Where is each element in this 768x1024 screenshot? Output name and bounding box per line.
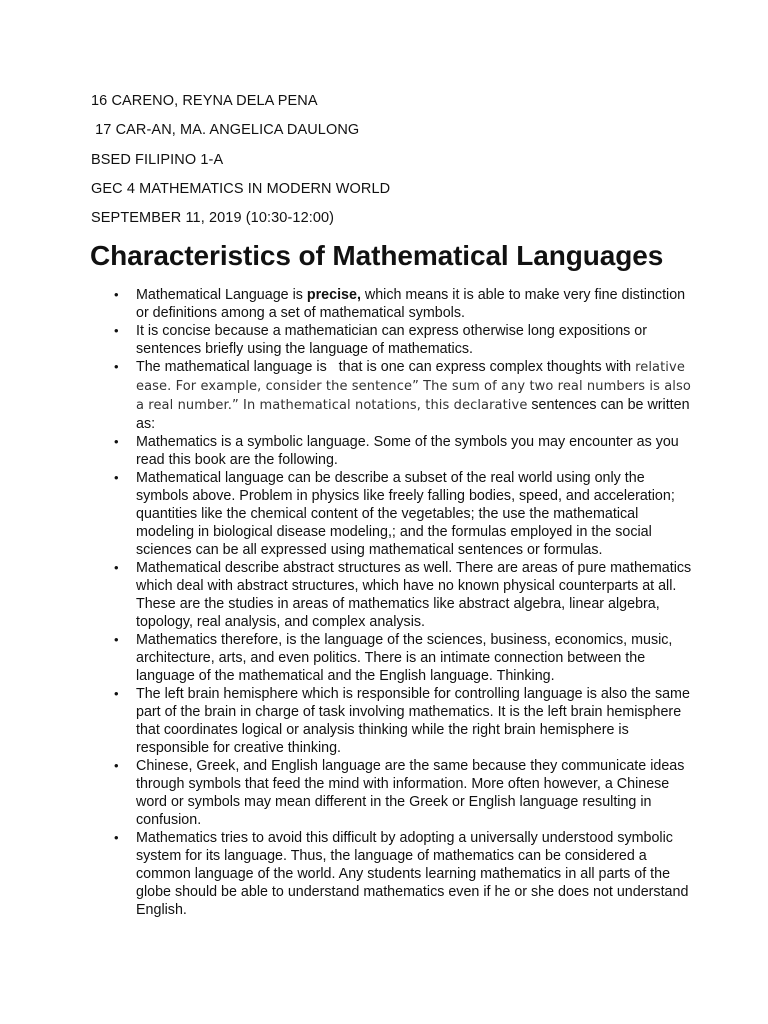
bullet-text: because a mathematician can express otherwise long expositions or sentences briefly using the language of mathematics. — [136, 323, 647, 357]
list-item — [114, 469, 696, 559]
list-item — [114, 322, 696, 358]
list-item — [114, 559, 696, 631]
bullet-icon: • — [114, 560, 119, 575]
page-title: Characteristics of Mathematical Languages — [90, 240, 664, 271]
bullet-icon: • — [114, 470, 119, 485]
bullet-pasted-text: relative ease. For example, consider the sentence” The sum of any two real numbers is also a real number.” In mathematical notations, this declarative — [136, 360, 691, 413]
bullet-icon: • — [114, 632, 119, 647]
list-item — [114, 358, 696, 433]
bullet-icon: • — [114, 830, 119, 845]
date-time: SEPTEMBER 11, 2019 (10:30-12:00) — [91, 210, 335, 226]
bullet-bold-text: precise, — [306, 287, 361, 303]
list-item — [114, 829, 696, 919]
bullet-icon: • — [114, 686, 119, 701]
bullet-text: Mathematical describe abstract structures as well. There are areas of pure mathematics which deal with abstract structures, which have no known physical counterparts at all. These are the studies in areas of mathematics like abstract algebra, linear algebra, topology, real analysis, and complex analysis. — [136, 560, 692, 630]
bullet-emphasis-text: concise — [162, 323, 211, 339]
bullet-text: Chinese, Greek, and English language are the same because they communicate ideas through symbols that feed the mind with information. More often however, a Chinese word or symbols may mean different in the Greek or English language resulting in confusion. — [136, 758, 685, 828]
course-section: BSED FILIPINO 1-A — [91, 152, 224, 168]
bullet-text: sentences can be written as: — [136, 397, 690, 432]
bullet-text: The left brain hemisphere which is responsible for controlling language is also the same part of the brain in charge of task involving mathematics. It is the left brain hemisphere that coordinates logical or analysis thinking while the right brain hemisphere is responsible for creative thinking. — [136, 686, 690, 756]
bullet-icon: • — [114, 758, 119, 773]
list-item — [114, 757, 696, 829]
bullet-text: which means it is able to make very fine distinction or definitions among a set of mathematical symbols. — [136, 287, 686, 321]
bullet-icon: • — [114, 359, 119, 374]
subject-title: GEC 4 MATHEMATICS IN MODERN WORLD — [91, 181, 391, 197]
bullet-text: Mathematical language can be describe a subset of the real world using only the symbols above. Problem in physics like freely falling bodies, speed, and acceleration; quantities like the chemical content of the vegetables; the use the mathematical modeling in biological disease modeling,; and the formulas employed in the social sciences can be all expressed using mathematical sentences or formulas. — [136, 470, 675, 558]
bullet-text: The mathematical language is that is one can express complex thoughts with — [136, 359, 636, 375]
list-item — [114, 433, 696, 469]
list-item — [114, 631, 696, 685]
student-name-2: 17 CAR-AN, MA. ANGELICA DAULONG — [91, 122, 360, 138]
list-item — [114, 286, 696, 322]
bullet-text: Mathematical Language is — [136, 287, 307, 303]
bullet-text: Mathematics therefore, is the language of the sciences, business, economics, music, architecture, arts, and even politics. There is an intimate connection between the language of the mathematical and the English language. Thinking. — [136, 632, 673, 684]
bullet-list — [0, 286, 768, 919]
bullet-text: It is — [136, 323, 163, 339]
bullet-icon: • — [114, 323, 119, 338]
student-name-1: 16 CARENO, REYNA DELA PENA — [91, 93, 318, 109]
list-item — [114, 685, 696, 757]
bullet-icon: • — [114, 434, 119, 449]
bullet-text: Mathematics is a symbolic language. Some of the symbols you may encounter as you read this book are the following. — [136, 434, 679, 468]
bullet-text: Mathematics tries to avoid this difficult by adopting a universally understood symbolic system for its language. Thus, the language of mathematics can be considered a common language of the world. Any students learning mathematics in all parts of the globe should be able to understand mathematics even if he or she does not understand English. — [136, 830, 689, 918]
bullet-icon: • — [114, 287, 119, 302]
